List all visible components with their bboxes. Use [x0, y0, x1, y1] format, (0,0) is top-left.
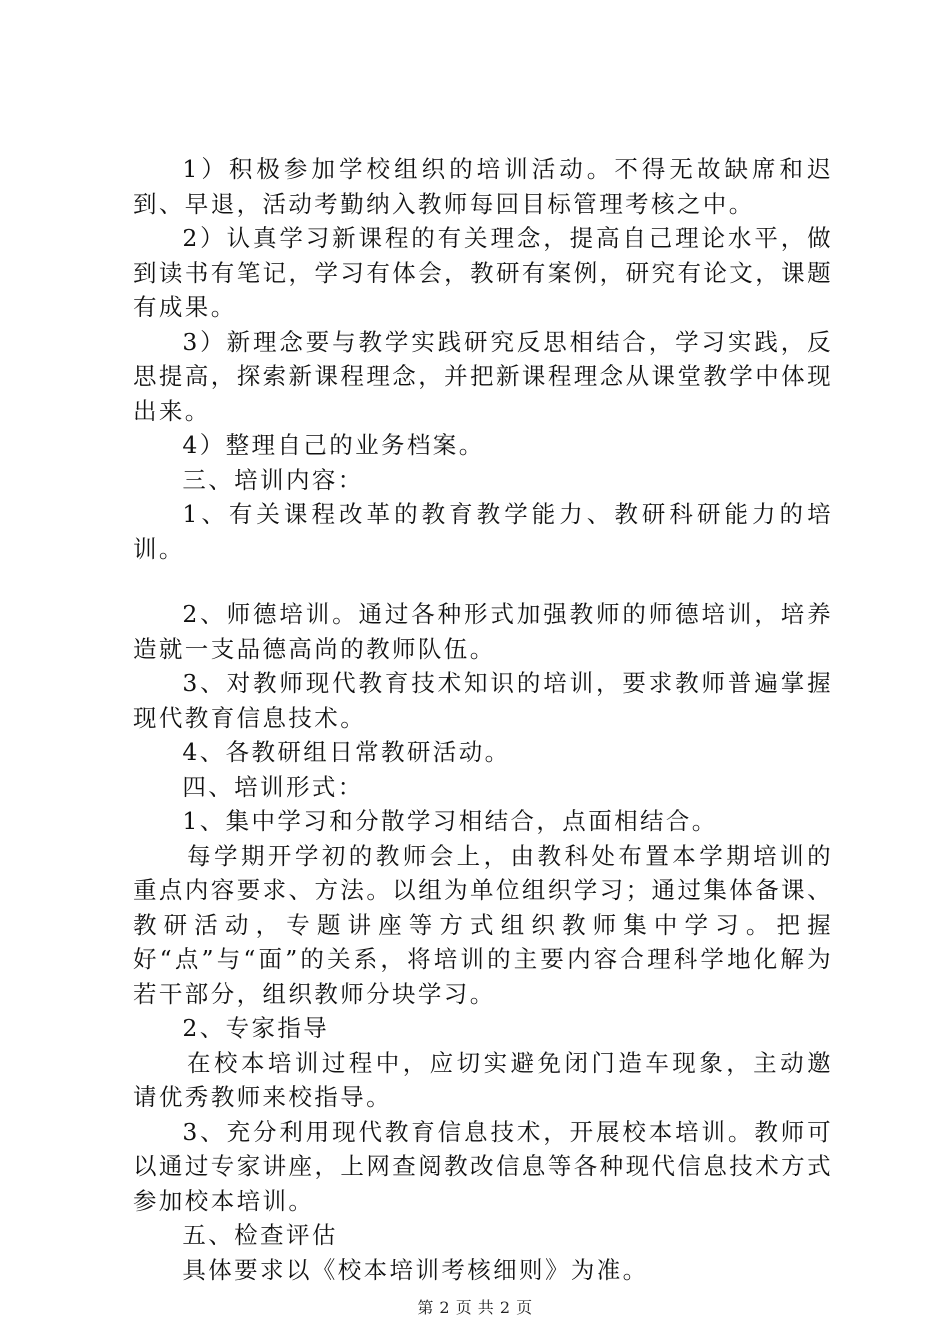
paragraph: 2）认真学习新课程的有关理念，提高自己理论水平，做到读书有笔记，学习有体会，教研有案例，研究有论文，课题有成果。 — [133, 224, 833, 321]
paragraph: 2、专家指导 — [182, 1014, 330, 1042]
section-heading: 三、培训内容： — [182, 465, 364, 494]
paragraph: 1、有关课程改革的教育教学能力、教研科研能力的培训。 — [133, 500, 833, 563]
paragraph: 1）积极参加学校组织的培训活动。不得无故缺席和迟到、早退，活动考勤纳入教师每回目标管理考核之中。 — [133, 155, 833, 218]
paragraph: 1、集中学习和分散学习相结合，点面相结合。 — [182, 807, 718, 835]
paragraph: 3、对教师现代教育技术知识的培训，要求教师普遍掌握现代教育信息技术。 — [133, 669, 833, 732]
paragraph: 在校本培训过程中，应切实避免闭门造车现象，主动邀请优秀教师来校指导。 — [133, 1048, 833, 1111]
document-body — [133, 152, 833, 1287]
section-heading: 五、检查评估 — [182, 1221, 338, 1249]
section-heading: 四、培训形式： — [182, 772, 364, 801]
paragraph: 3、充分利用现代教育信息技术，开展校本培训。教师可以通过专家讲座，上网查阅教改信息等各种现代信息技术方式参加校本培训。 — [133, 1117, 833, 1215]
paragraph: 2、师德培训。通过各种形式加强教师的师德培训，培养造就一支品德高尚的教师队伍。 — [133, 600, 833, 663]
paragraph: 每学期开学初的教师会上，由教科处布置本学期培训的重点内容要求、方法。以组为单位组织学习；通过集体备课、教研活动，专题讲座等方式组织教师集中学习。把握好“点”与“面”的关系，将培训的主要内容合理科学地化解为若干部分，组织教师分块学习。 — [133, 841, 833, 1008]
page-number: 第 2 页 共 2 页 — [417, 1298, 533, 1317]
paragraph: 3）新理念要与教学实践研究反思相结合，学习实践，反思提高，探索新课程理念，并把新课程理念从课堂教学中体现出来。 — [133, 327, 833, 425]
paragraph: 具体要求以《校本培训考核细则》为准。 — [182, 1255, 649, 1284]
paragraph: 4、各教研组日常教研活动。 — [182, 738, 511, 766]
paragraph: 4）整理自己的业务档案。 — [182, 431, 485, 459]
